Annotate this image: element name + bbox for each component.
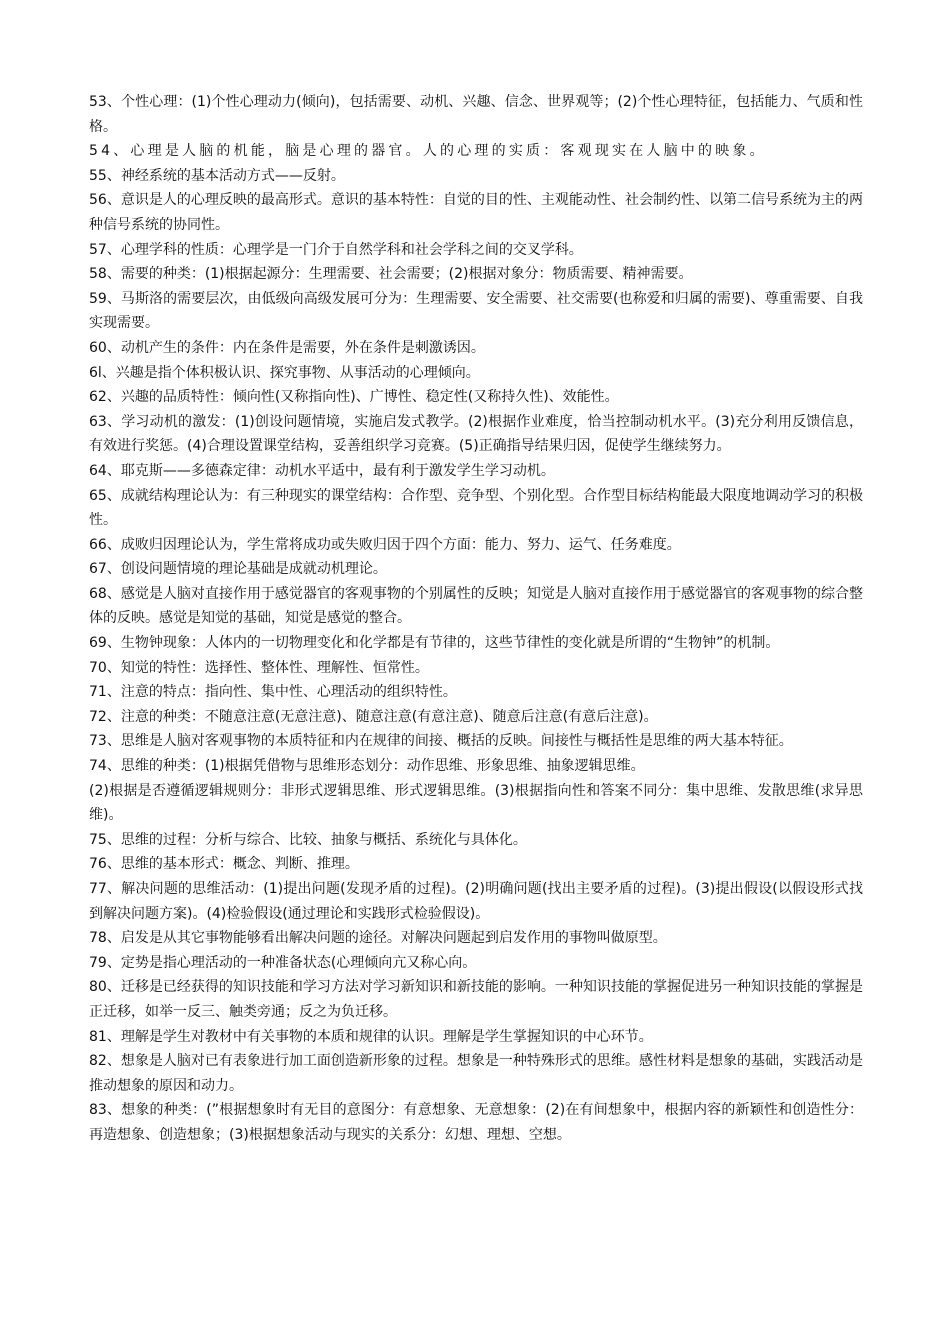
paragraph-57: 57、心理学科的性质：心理学是一门介于自然学科和社会学科之间的交叉学科。: [89, 241, 583, 258]
paragraph-75: 75、思维的过程：分析与综合、比较、抽象与概括、系统化与具体化。: [89, 831, 527, 848]
paragraph-78: 78、启发是从其它事物能够看出解决问题的途径。对解决问题起到启发作用的事物叫做原型。: [89, 930, 667, 947]
paragraph-80: 80、迁移是已经获得的知识技能和学习方法对学习新知识和新技能的影响。一种知识技能的掌握促进另一种知识技能的掌握是正迁移，如举一反三、触类旁通；反之为负迁移。: [89, 979, 863, 1020]
paragraph-79: 79、定势是指心理活动的一种准备状态(心理倾向亢又称心向。: [89, 954, 477, 971]
paragraph-72: 72、注意的种类：不随意注意(无意注意)、随意注意(有意注意)、随意后注意(有意后注意)。: [89, 708, 658, 725]
paragraph-61: 6l、兴趣是指个体积极认识、探究事物、从事活动的心理倾向。: [89, 364, 480, 381]
paragraph-66: 66、成败归因理论认为，学生常将成功或失败归因于四个方面：能力、努力、运气、任务难度。: [89, 536, 681, 553]
paragraph-69: 69、生物钟现象：人体内的一切物理变化和化学都是有节律的，这些节律性的变化就是所谓的“生物钟”的机制。: [89, 635, 780, 652]
paragraph-71: 71、注意的特点：指向性、集中性、心理活动的组织特性。: [89, 684, 457, 701]
paragraph-53: 53、个性心理：(1)个性心理动力(倾向)，包括需要、动机、兴趣、信念、世界观等；(2)个性心理特征，包括能力、气质和性格。: [89, 94, 863, 135]
paragraph-77: 77、解决问题的思维活动：(1)提出问题(发现矛盾的过程)。(2)明确问题(找出主要矛盾的过程)。(3)提出假设(以假设形式找到解决问题方案)。(4)检验假设(通过理论和实践形式检验假设)。: [89, 881, 863, 922]
paragraph-73: 73、思维是人脑对客观事物的本质特征和内在规律的间接、概括的反映。间接性与概括性是思维的两大基本特征。: [89, 733, 793, 750]
paragraph-76: 76、思维的基本形式：概念、判断、推理。: [89, 856, 359, 873]
paragraph-74-continued: (2)根据是否遵循逻辑规则分：非形式逻辑思维、形式逻辑思维。(3)根据指向性和答案不同分：集中思维、发散思维(求异思维)。: [89, 782, 863, 824]
paragraph-65: 65、成就结构理论认为：有三种现实的课堂结构：合作型、竞争型、个别化型。合作型目标结构能最大限度地调动学习的积极性。: [89, 487, 863, 529]
paragraph-64: 64、耶克斯——多德森定律：动机水平适中，最有利于激发学生学习动机。: [89, 462, 555, 479]
paragraph-70: 70、知觉的特性：选择性、整体性、理解性、恒常性。: [89, 659, 429, 676]
paragraph-82: 82、想象是人脑对已有表象进行加工面创造新形象的过程。想象是一种特殊形式的思维。感性材料是想象的基础，实践活动是推动想象的原因和动力。: [89, 1053, 863, 1094]
document-page: [89, 90, 863, 1148]
paragraph-67: 67、创设问题情境的理论基础是成就动机理论。: [89, 561, 387, 578]
paragraph-83: 83、想象的种类：(”根据想象时有无目的意图分：有意想象、无意想象：(2)在有间想象中，根据内容的新颖性和创造性分：再造想象、创造想象；(3)根据想象活动与现实的关系分：幻想、理想、空想。: [89, 1102, 863, 1143]
paragraph-54: 54、心理是人脑的机能，脑是心理的器官。人的心理的实质：客观现实在人脑中的映象。: [89, 143, 767, 160]
paragraph-56: 56、意识是人的心理反映的最高形式。意识的基本特性：自觉的目的性、主观能动性、社会制约性、以第二信号系统为主的两种信号系统的协同性。: [89, 192, 863, 233]
paragraph-60: 60、动机产生的条件：内在条件是需要，外在条件是刺激诱因。: [89, 339, 485, 356]
paragraph-74: 74、思维的种类：(1)根据凭借物与思维形态划分：动作思维、形象思维、抽象逻辑思维。: [89, 758, 645, 775]
paragraph-68: 68、感觉是人脑对直接作用于感觉器官的客观事物的个别属性的反映；知觉是人脑对直接作用于感觉器官的客观事物的综合整体的反映。感觉是知觉的基础，知觉是感觉的整合。: [89, 585, 863, 627]
paragraph-62: 62、兴趣的品质特性：倾向性(又称指向性)、广博性、稳定性(又称持久性)、效能性。: [89, 389, 619, 406]
paragraph-59: 59、马斯洛的需要层次，由低级向高级发展可分为：生理需要、安全需要、社交需要(也称爱和归属的需要)、尊重需要、自我实现需要。: [89, 290, 863, 332]
paragraph-63: 63、学习动机的激发：(1)创设问题情境，实施启发式教学。(2)根据作业难度，恰当控制动机水平。(3)充分利用反馈信息，有效进行奖惩。(4)合理设置课堂结构，妥善组织学习竞赛。(5)正确指导结果归因，促使学生继续努力。: [89, 413, 863, 455]
paragraph-58: 58、需要的种类：(1)根据起源分：生理需要、社会需要；(2)根据对象分：物质需要、精神需要。: [89, 266, 693, 283]
paragraph-55: 55、神经系统的基本活动方式——反射。: [89, 167, 345, 184]
paragraph-81: 81、理解是学生对教材中有关事物的本质和规律的认识。理解是学生掌握知识的中心环节。: [89, 1028, 653, 1045]
